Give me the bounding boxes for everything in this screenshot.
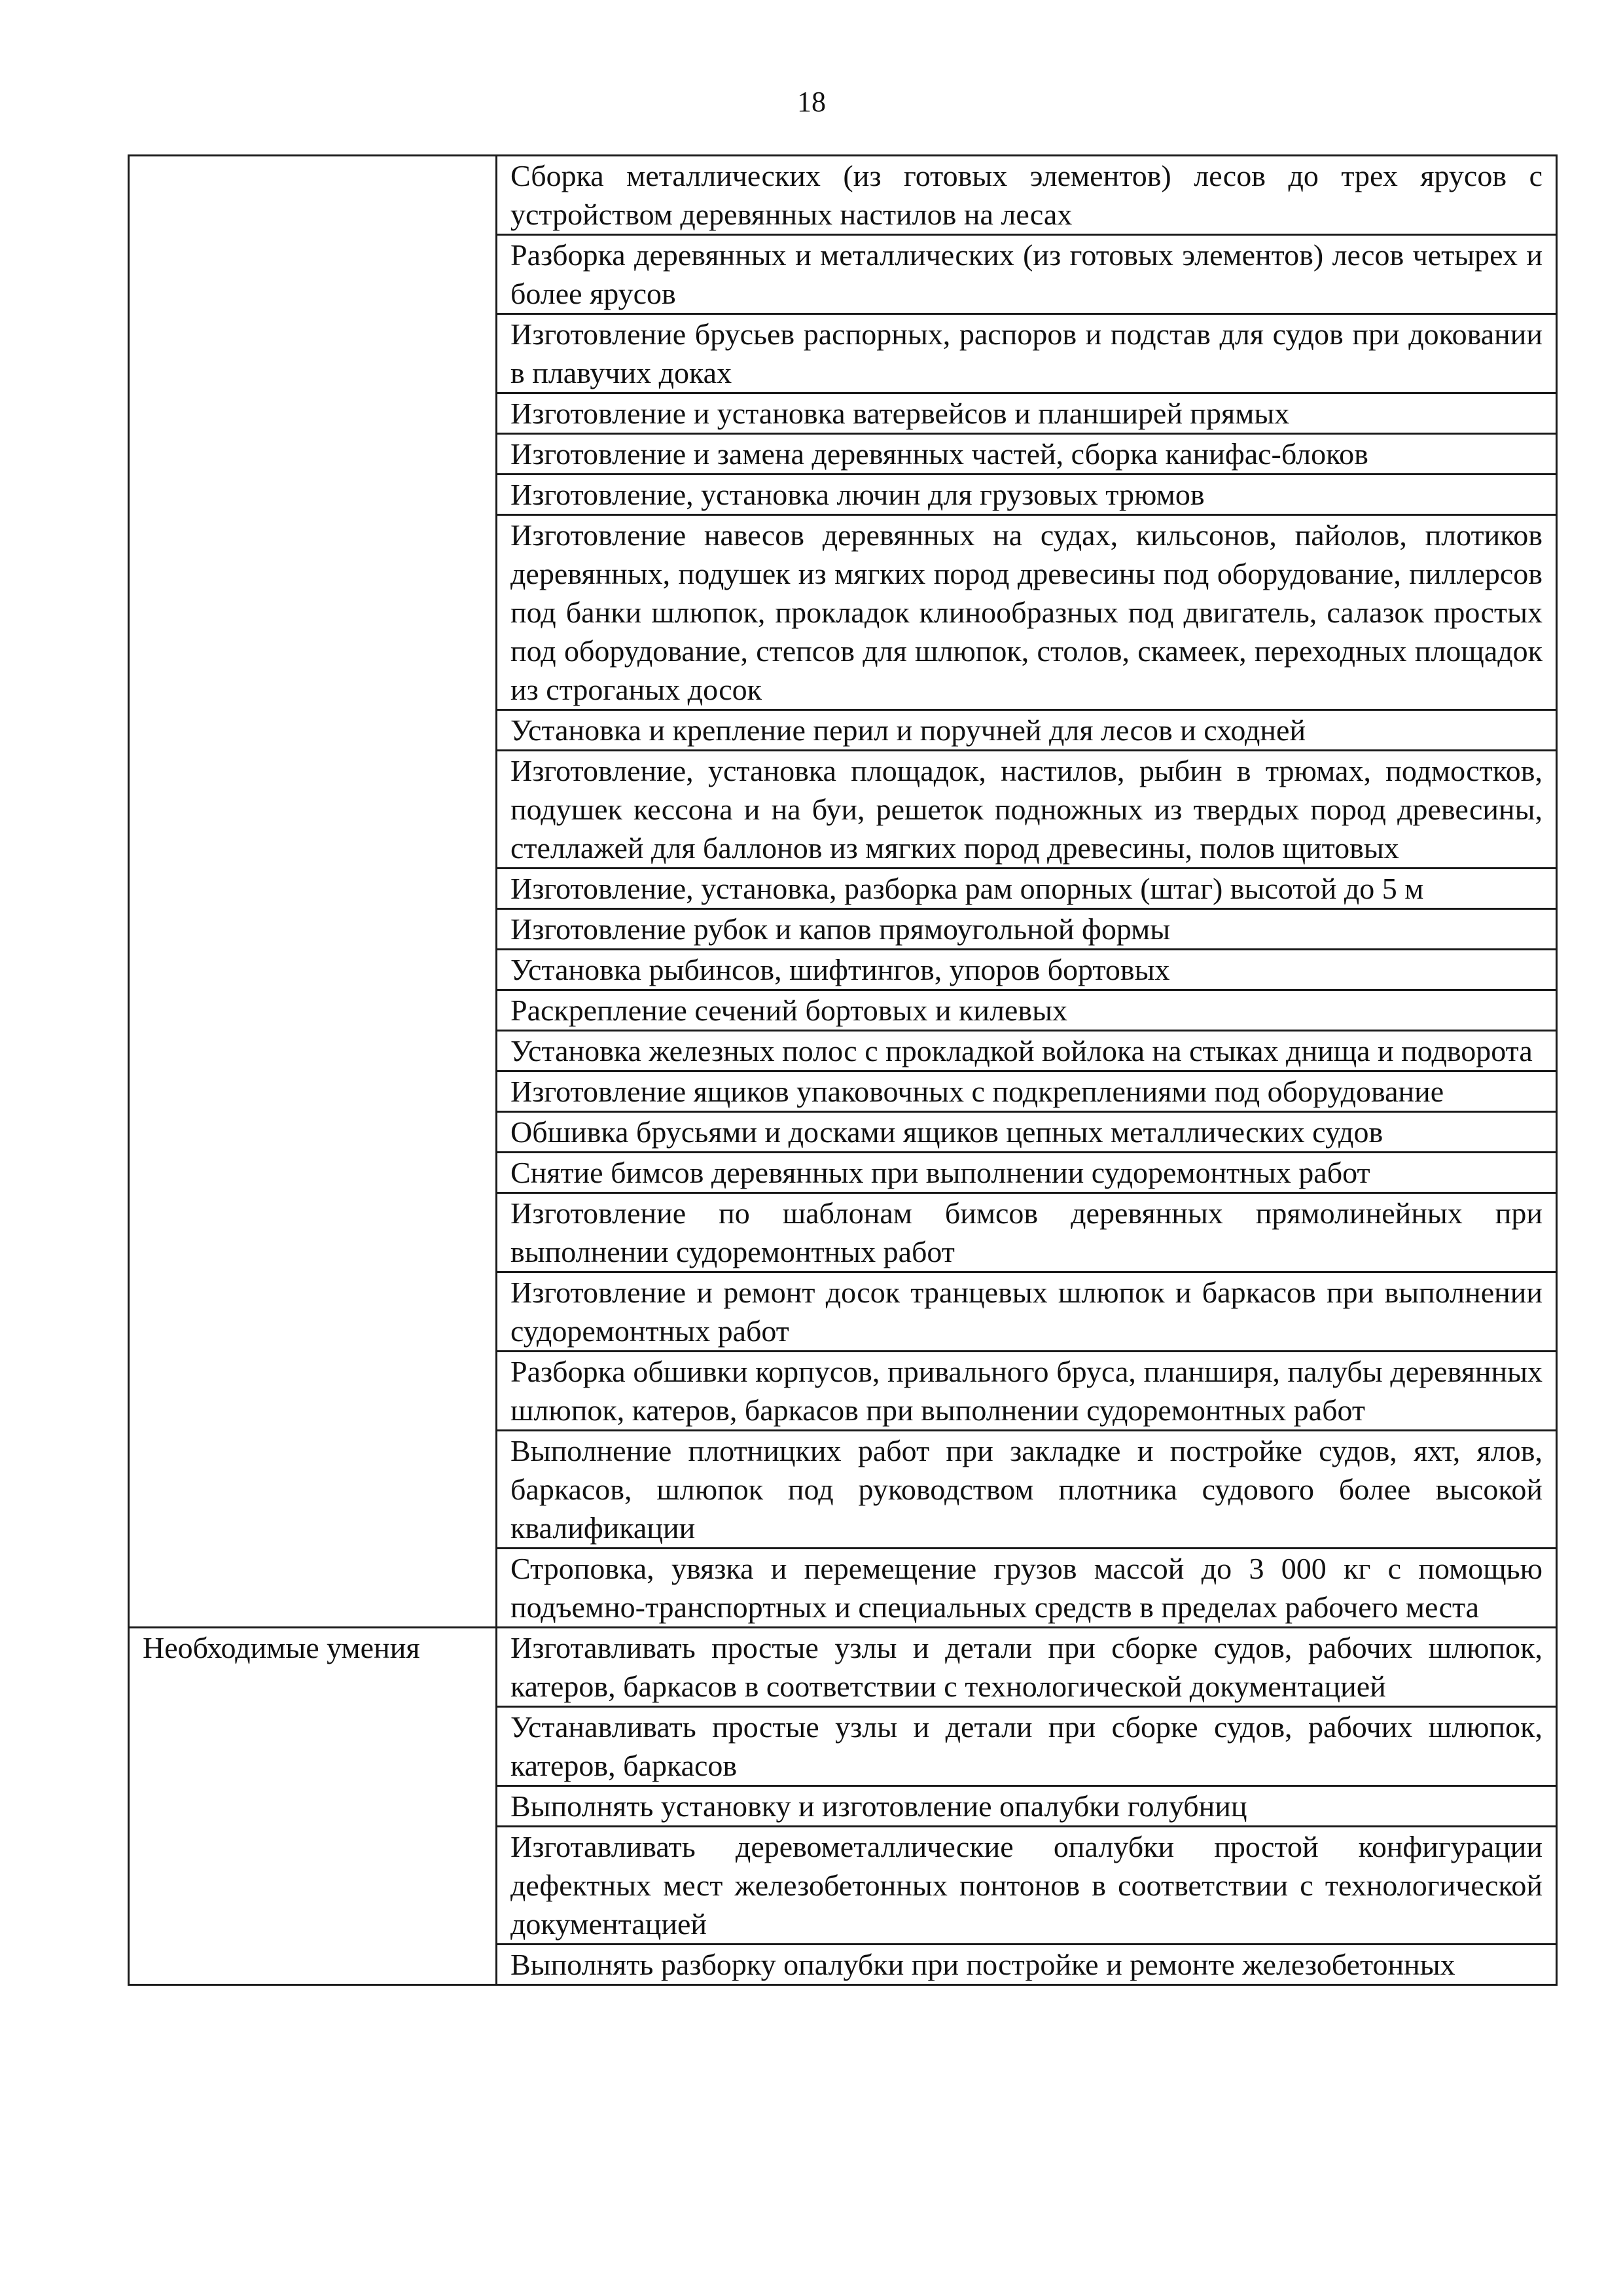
item-text: Выполнять установку и изготовление опалубки голубниц [510,1789,1247,1823]
item-cell [497,156,1557,235]
item-cell [497,990,1557,1031]
item-cell [497,1431,1557,1549]
item-cell [497,515,1557,710]
item-text: Изготовление рубок и капов прямоугольной формы [510,912,1171,946]
table-row [129,156,1557,235]
item-text: Выполнять разборку опалубки при постройке и ремонте железобетонных [510,1948,1455,1981]
item-cell [497,1628,1557,1707]
item-text: Изготовление, установка площадок, настилов, рыбин в трюмах, подмостков, подушек кессона и на буи, решеток подножных из твердых пород древесины, стеллажей для баллонов из мягких пород древесины, полов щитовых [510,754,1543,865]
item-text: Установка и крепление перил и поручней для лесов и сходней [510,713,1306,747]
item-cell [497,1786,1557,1827]
item-text: Изготовление по шаблонам бимсов деревянных прямолинейных при выполнении судоремонтных работ [510,1196,1543,1268]
item-cell [497,393,1557,434]
item-text: Изготовление и ремонт досок транцевых шлюпок и баркасов при выполнении судоремонтных работ [510,1276,1543,1348]
item-cell [497,1827,1557,1945]
item-cell [497,1153,1557,1193]
item-text: Изготовление брусьев распорных, распоров и подстав для судов при доковании в плавучих доках [510,317,1543,389]
item-text: Сборка металлических (из готовых элементов) лесов до трех ярусов с устройством деревянных настилов на лесах [510,159,1543,231]
group-label-cell [129,1628,497,1985]
item-cell [497,950,1557,990]
item-text: Разборка обшивки корпусов, привального бруса, планширя, палубы деревянных шлюпок, катеров, баркасов при выполнении судоремонтных работ [510,1355,1543,1427]
item-cell [497,434,1557,475]
item-text: Изготовление и установка ватервейсов и планширей прямых [510,397,1290,430]
item-cell [497,1112,1557,1153]
item-text: Раскрепление сечений бортовых и килевых [510,994,1067,1027]
item-text: Изготовление ящиков упаковочных с подкреплениями под оборудование [510,1075,1444,1108]
page-number: 18 [797,86,826,118]
competency-table [128,154,1558,1986]
item-text: Установка рыбинсов, шифтингов, упоров бортовых [510,953,1170,986]
item-text: Снятие бимсов деревянных при выполнении судоремонтных работ [510,1156,1370,1189]
item-text: Разборка деревянных и металлических (из готовых элементов) лесов четырех и более ярусов [510,238,1543,310]
item-text: Обшивка брусьями и досками ящиков цепных металлических судов [510,1115,1383,1149]
item-cell [497,1707,1557,1786]
item-text: Изготавливать деревометаллические опалубки простой конфигурации дефектных мест железобетонных понтонов в соответствии с технологической документацией [510,1830,1543,1941]
item-text: Изготавливать простые узлы и детали при сборке судов, рабочих шлюпок, катеров, баркасов в соответствии с технологической документацией [510,1631,1543,1703]
item-text: Устанавливать простые узлы и детали при сборке судов, рабочих шлюпок, катеров, баркасов [510,1710,1543,1782]
item-text: Изготовление, установка, разборка рам опорных (штаг) высотой до 5 м [510,872,1424,905]
group-label-cell [129,156,497,1628]
item-cell [497,1549,1557,1628]
item-cell [497,1945,1557,1985]
item-cell [497,1193,1557,1272]
item-cell [497,1352,1557,1431]
item-text: Строповка, увязка и перемещение грузов массой до 3 000 кг с помощью подъемно-транспортных и специальных средств в пределах рабочего места [510,1552,1543,1624]
item-cell [497,751,1557,869]
item-text: Установка железных полос с прокладкой войлока на стыках днища и подворота [510,1034,1533,1067]
item-cell [497,475,1557,515]
item-cell [497,314,1557,393]
group-label: Необходимые умения [143,1631,420,1664]
item-cell [497,869,1557,909]
item-cell [497,235,1557,314]
table-row [129,1628,1557,1707]
item-text: Изготовление, установка лючин для грузовых трюмов [510,478,1205,511]
item-cell [497,1071,1557,1112]
item-cell [497,1272,1557,1352]
item-text: Изготовление и замена деревянных частей, сборка канифас-блоков [510,437,1368,471]
item-text: Изготовление навесов деревянных на судах, кильсонов, пайолов, плотиков деревянных, подушек из мягких пород древесины под оборудование, пиллерсов под банки шлюпок, прокладок клинообразных под двигатель, салазок простых под оборудование, степсов для шлюпок, столов, скамеек, переходных площадок из строганых досок [510,518,1543,706]
item-cell [497,710,1557,751]
item-text: Выполнение плотницких работ при закладке и постройке судов, яхт, ялов, баркасов, шлюпок под руководством плотника судового более высокой квалификации [510,1434,1543,1545]
item-cell [497,1031,1557,1071]
item-cell [497,909,1557,950]
table-body [129,156,1557,1985]
